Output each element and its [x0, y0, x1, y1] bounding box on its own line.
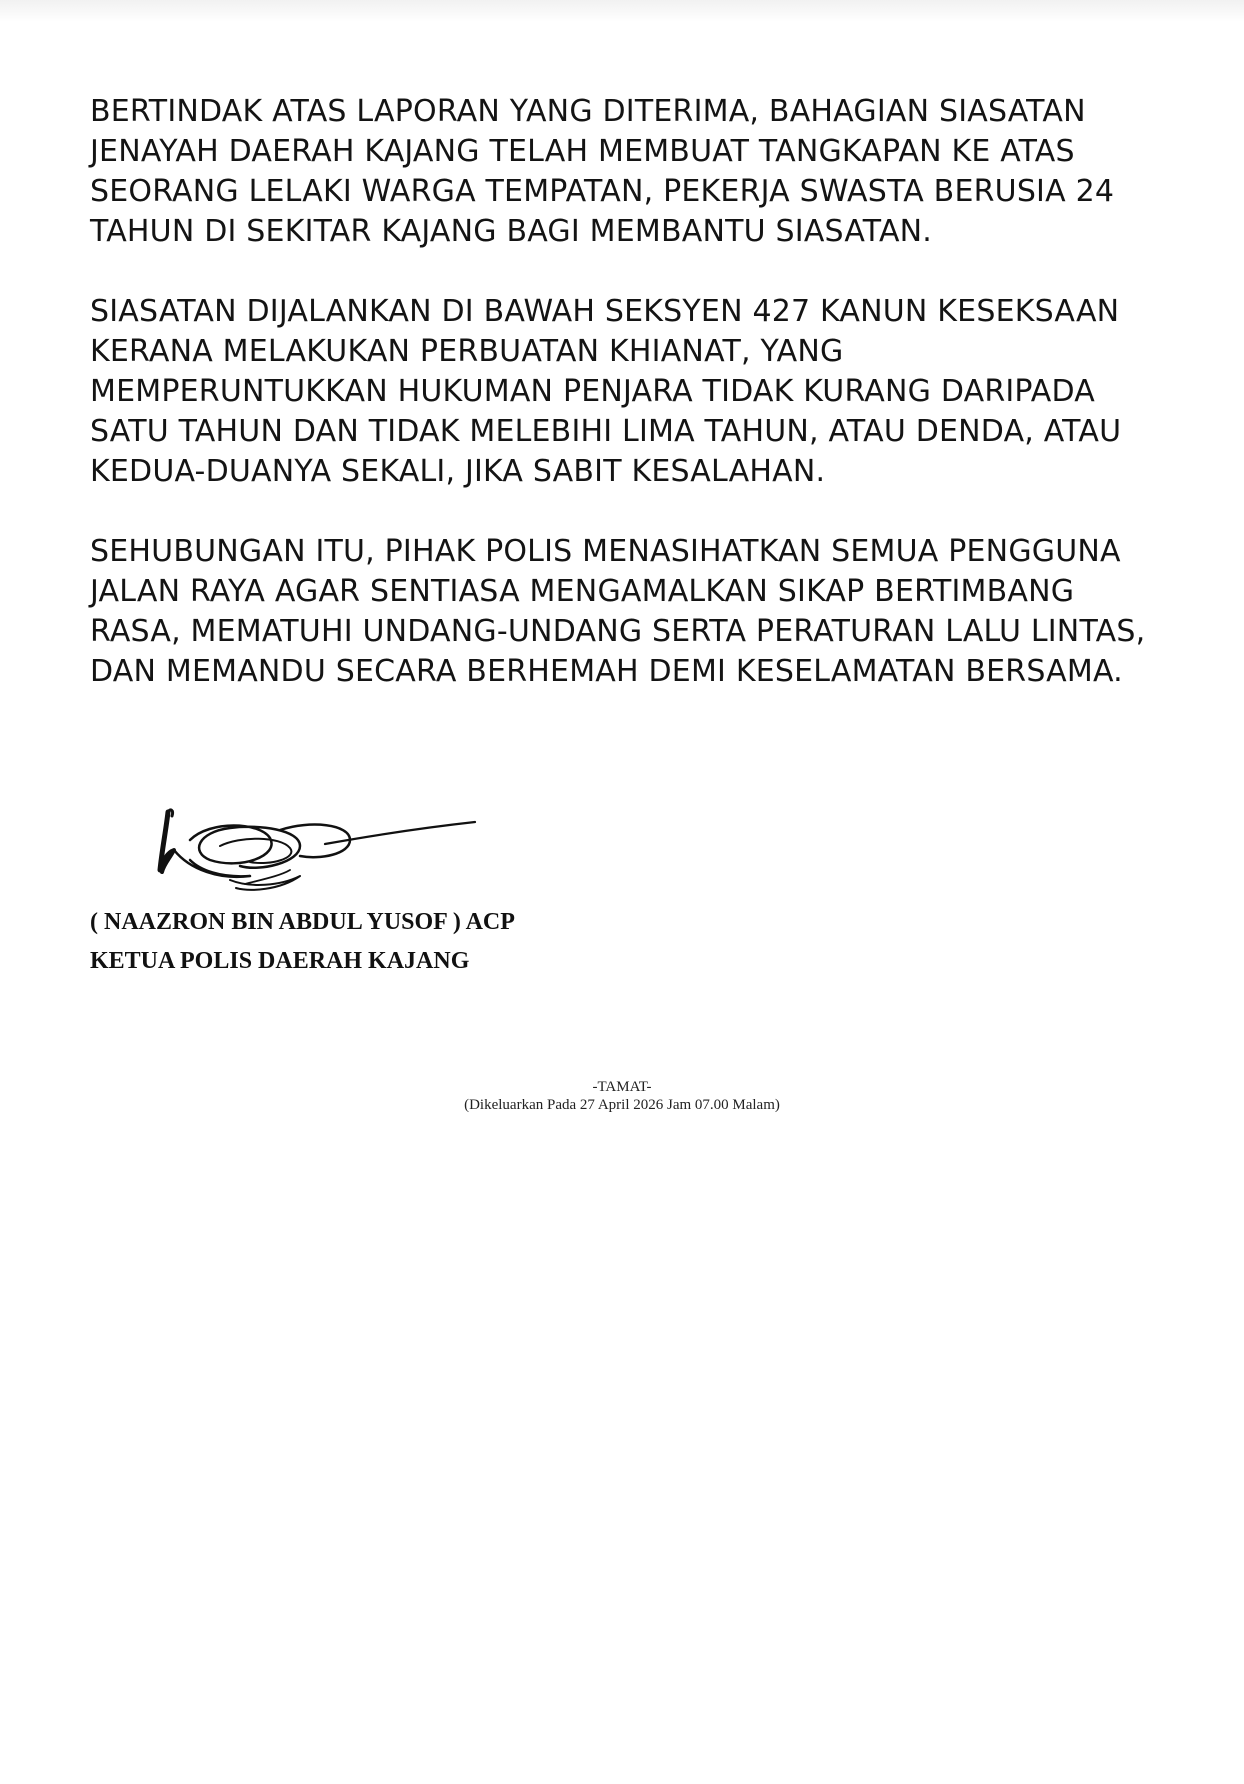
paragraph-line: DAN MEMANDU SECARA BERHEMAH DEMI KESELAMATAN BERSAMA.: [90, 654, 1123, 689]
paragraph-arrest: [90, 92, 1190, 252]
statement-body: [90, 92, 1190, 732]
signatory-block: [90, 903, 515, 981]
signatory-name: ( NAAZRON BIN ABDUL YUSOF ) ACP: [90, 909, 515, 935]
paragraph-line: SEHUBUNGAN ITU, PIHAK POLIS MENASIHATKAN SEMUA PENGGUNA: [90, 534, 1121, 569]
paragraph-line: RASA, MEMATUHI UNDANG-UNDANG SERTA PERATURAN LALU LINTAS,: [90, 614, 1146, 649]
paragraph-line: KEDUA-DUANYA SEKALI, JIKA SABIT KESALAHAN.: [90, 454, 826, 489]
paragraph-line: BERTINDAK ATAS LAPORAN YANG DITERIMA, BAHAGIAN SIASATAN: [90, 94, 1086, 129]
paragraph-line: MEMPERUNTUKKAN HUKUMAN PENJARA TIDAK KURANG DARIPADA: [90, 374, 1096, 409]
paragraph-investigation: [90, 292, 1190, 492]
paragraph-line: TAHUN DI SEKITAR KAJANG BAGI MEMBANTU SIASATAN.: [90, 214, 933, 249]
paragraph-line: SATU TAHUN DAN TIDAK MELEBIHI LIMA TAHUN, ATAU DENDA, ATAU: [90, 414, 1122, 449]
issued-timestamp: (Dikeluarkan Pada 27 April 2026 Jam 07.00 Malam): [464, 1097, 780, 1113]
signatory-title: KETUA POLIS DAERAH KAJANG: [90, 948, 470, 974]
paragraph-line: SEORANG LELAKI WARGA TEMPATAN, PEKERJA SWASTA BERUSIA 24: [90, 174, 1115, 209]
paragraph-line: JALAN RAYA AGAR SENTIASA MENGAMALKAN SIKAP BERTIMBANG: [90, 574, 1075, 609]
document-footer: [0, 1078, 1244, 1114]
paragraph-line: KERANA MELAKUKAN PERBUATAN KHIANAT, YANG: [90, 334, 844, 369]
paragraph-line: SIASATAN DIJALANKAN DI BAWAH SEKSYEN 427 KANUN KESEKSAAN: [90, 294, 1120, 329]
paragraph-advice: [90, 532, 1190, 692]
handwritten-signature: [150, 800, 480, 900]
paragraph-line: JENAYAH DAERAH KAJANG TELAH MEMBUAT TANGKAPAN KE ATAS: [90, 134, 1075, 169]
end-mark: -TAMAT-: [592, 1079, 652, 1095]
